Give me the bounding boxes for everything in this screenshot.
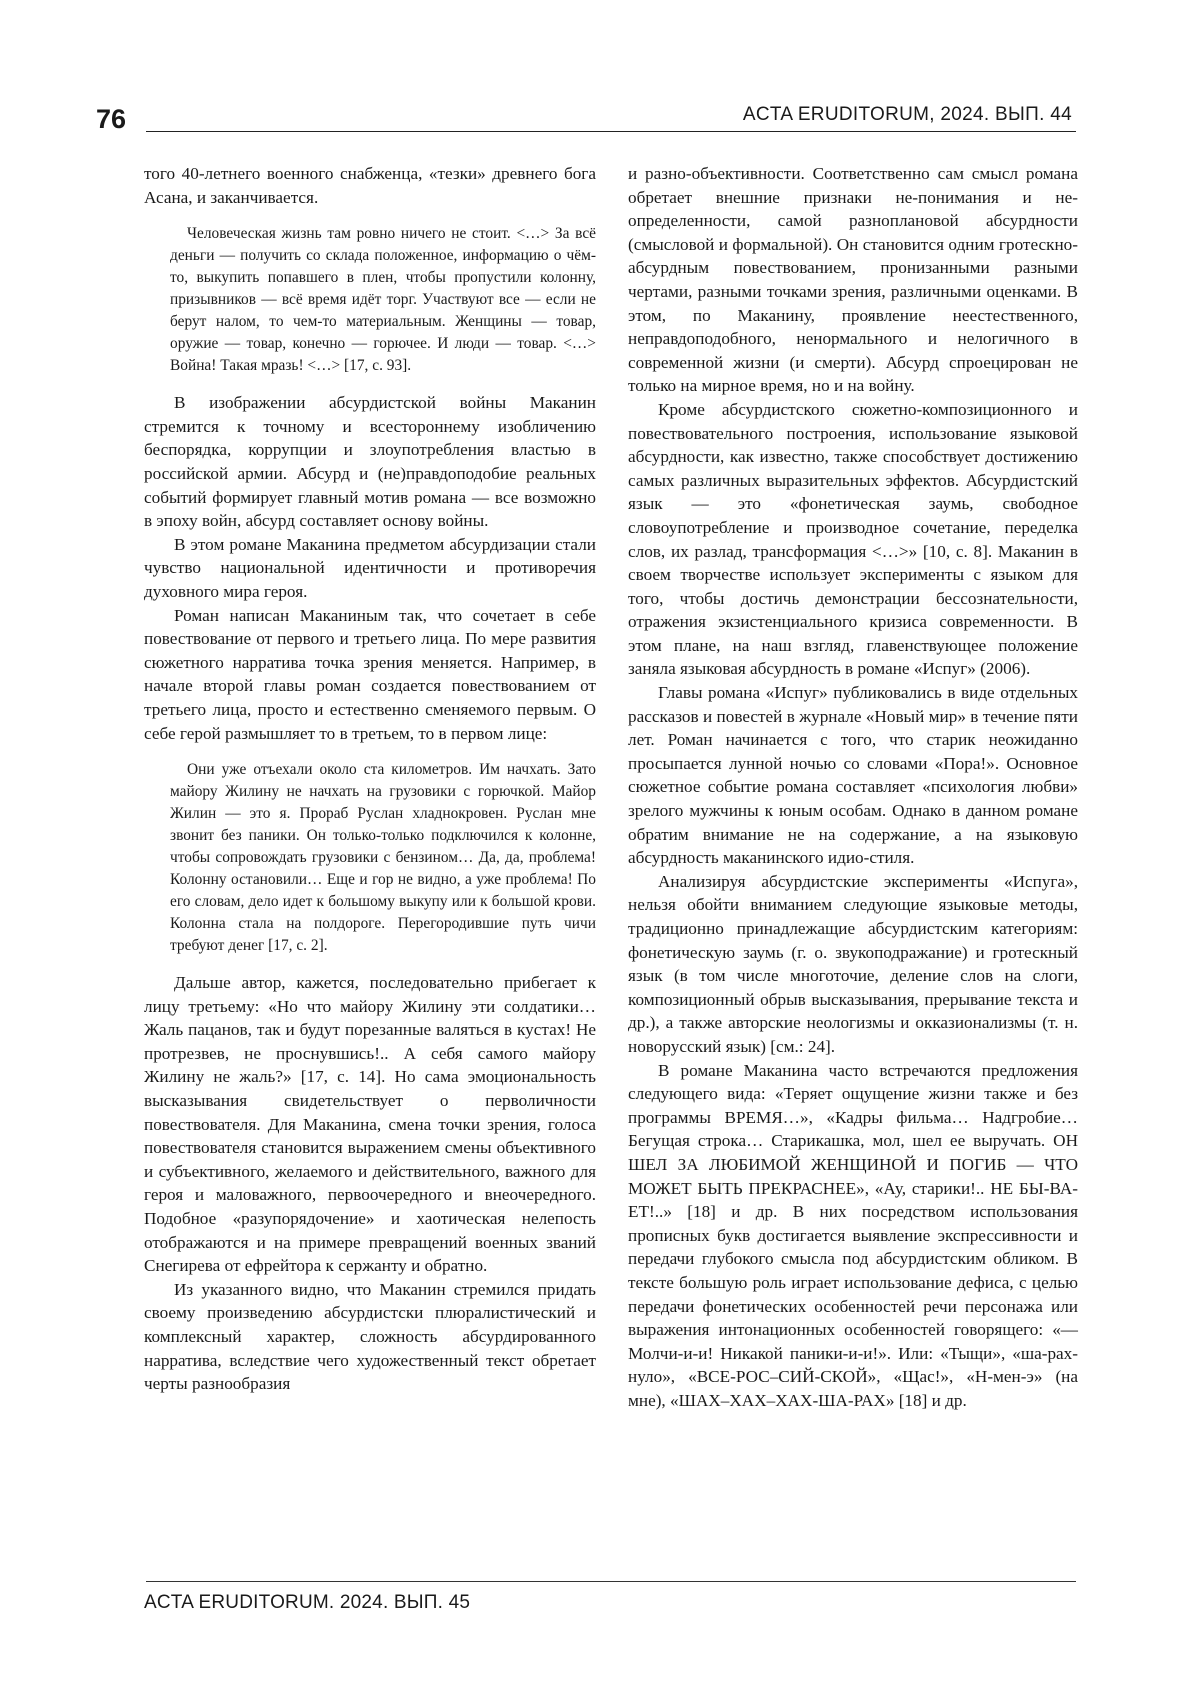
paragraph: Анализируя абсурдистские эксперименты «Испуга», нельзя обойти вниманием следующие языковые методы, традиционно принадлежащие абсурдистским категориям: фонетическую заумь (г. о. звукоподражание) и гротескный язык (в том числе многоточие, деление слов на слоги, композиционный обрыв высказывания, прерывание текста и др.), а также авторские неологизмы и окказионализмы (т. н. новорусский язык) [см.: 24].	[628, 871, 1078, 1056]
footer-text: ACTA ERUDITORUM. 2024. ВЫП. 45	[144, 1592, 471, 1613]
quote-text: Человеческая жизнь там ровно ничего не стоит. <…> За всё деньги — получить со склада положенное, информацию о чём-то, выкупить попавшего в плен, чтобы пропустили колонну, призывников — всё время идёт торг. Участвуют все — если не берут налом, то чем-то материальным. Женщины — товар, оружие — товар, конечно — горючее. И люди — товар. <…> Война! Такая мразь! <…> [17, с. 93].	[170, 225, 596, 375]
paragraph: В романе Маканина часто встречаются предложения следующего вида: «Теряет ощущение жизни также и без программы ВРЕМЯ…», «Кадры фильма… Надгробие… Бегущая строка… Старикашка, мол, шел ее выручать. ОН ШЕЛ ЗА ЛЮБИМОЙ ЖЕНЩИНОЙ И ПОГИБ — ЧТО МОЖЕТ БЫТЬ ПРЕКРАСНЕЕ», «Ау, старики!.. НЕ БЫ-ВА-ЕТ!..» [18] и др. В них посредством использования прописных букв достигается выявление экспрессивности и передачи глубокого смысла под абсурдистским обликом. В тексте большую роль играет использование дефиса, с целью передачи фонетических особенностей речи персонажа или выражения интонационных особенностей говорящего: «— Молчи-и-и! Никакой паники-и-и!». Или: «Тыщи», «ша-рах-нуло», «ВСЕ-РОС–СИЙ-СКОЙ», «Щас!», «Н-мен-э» (на мне), «ШАХ–ХАХ–ХАХ-ША-РАХ» [18] и др.	[628, 1060, 1078, 1410]
block-quote	[170, 223, 596, 377]
page-number: 76	[96, 104, 127, 134]
paragraph: Дальше автор, кажется, последовательно прибегает к лицу третьему: «Но что майору Жилину эти солдатики… Жаль пацанов, так и будут порезанные валяться в кустах! Не протрезвев, не проснувшись!.. А себя самого майору Жилину не жаль?» [17, с. 14]. Но сама эмоциональность высказывания свидетельствует о перволичности повествователя. Для Маканина, смена точки зрения, голоса повествователя становится выражением смены объективного и субъективного, желаемого и действительного, важного для героя и маловажного, первоочередного и внеочередного. Подобное «разупорядочение» и хаотическая нелепость отображаются и на примере превращений военных званий Снегирева от ефрейтора к сержанту и обратно.	[144, 973, 596, 1276]
paragraph: В изображении абсурдистской войны Маканин стремится к точному и всестороннему изобличению беспорядка, коррупции и злоупотребления властью в российской армии. Абсурд и (не)правдоподобие реальных событий формирует главный мотив романа — все возможно в эпоху войн, абсурд составляет основу войны.	[144, 393, 596, 531]
footer-rule	[146, 1581, 1076, 1582]
paragraph: того 40-летнего военного снабженца, «тезки» древнего бога Асана, и заканчивается.	[144, 164, 596, 207]
block-quote	[170, 759, 596, 957]
paragraph: Главы романа «Испуг» публиковались в виде отдельных рассказов и повестей в журнале «Новый мир» в течение пяти лет. Роман начинается с того, что старик неожиданно просыпается лунной ночью со словами «Пора!». Основное сюжетное событие романа составляет «психология любви» зрелого мужчины к юным особам. Однако в данном романе обратим внимание не на содержание, а на языковую абсурдность маканинского идио-стиля.	[628, 683, 1078, 868]
header-rule	[146, 131, 1076, 132]
left-column	[144, 162, 596, 1396]
quote-text: Они уже отъехали около ста километров. Им начхать. Зато майору Жилину не начхать на грузовики с горючкой. Майор Жилин — это я. Прораб Руслан хладнокровен. Руслан мне звонит без паники. Он только-только подключился к колонне, чтобы сопровождать грузовики с бензином… Да, да, проблема! Колонну остановили… Еще и гор не видно, а уже проблема! По его словам, дело идет к большому выкупу или к большой крови. Колонна стала на полдороге. Перегородившие путь чичи требуют денег [17, с. 2].	[170, 761, 596, 955]
paragraph: Роман написан Маканиным так, что сочетает в себе повествование от первого и третьего лица. По мере развития сюжетного нарратива точка зрения меняется. Например, в начале второй главы роман создается повествованием от третьего лица, просто и естественно сменяемого первым. О себе герой размышляет то в третьем, то в первом лице:	[144, 605, 596, 743]
paragraph: В этом романе Маканина предметом абсурдизации стали чувство национальной идентичности и противоречия духовного мира героя.	[144, 534, 596, 601]
right-column	[628, 162, 1078, 1412]
running-title: ACTA ERUDITORUM, 2024. ВЫП. 44	[742, 104, 1072, 125]
paragraph: Кроме абсурдистского сюжетно-композиционного и повествовательного построения, использование языковой абсурдности, как известно, также способствует достижению самых различных выразительных эффектов. Абсурдистский язык — это «фонетическая заумь, свободное словоупотребление и производное сочетание, переделка слов, их разлад, трансформация <…>» [10, с. 8]. Маканин в своем творчестве использует эксперименты с языком для того, чтобы достичь демонстрации бессознательности, отражения экзистенциального кризиса современности. В этом плане, на наш взгляд, главенствующее положение заняла языковая абсурдность в романе «Испуг» (2006).	[628, 399, 1078, 679]
paragraph: Из указанного видно, что Маканин стремился придать своему произведению абсурдистски плюралистический и комплексный характер, сложность абсурдированного нарратива, вследствие чего художественный текст обретает черты разнообразия	[144, 1279, 596, 1394]
paragraph: и разно-объективности. Соответственно сам смысл романа обретает внешние признаки не-понимания и не-определенности, самой разноплановой абсурдности (смысловой и формальной). Он становится одним гротескно-абсурдным повествованием, пронизанными разными чертами, разными точками зрения, различными оценками. В этом, по Маканину, проявление неестественного, неправдоподобного, ненормального и нелогичного в современной жизни (и смерти). Абсурд спроецирован не только на мирное время, но и на войну.	[628, 164, 1078, 396]
